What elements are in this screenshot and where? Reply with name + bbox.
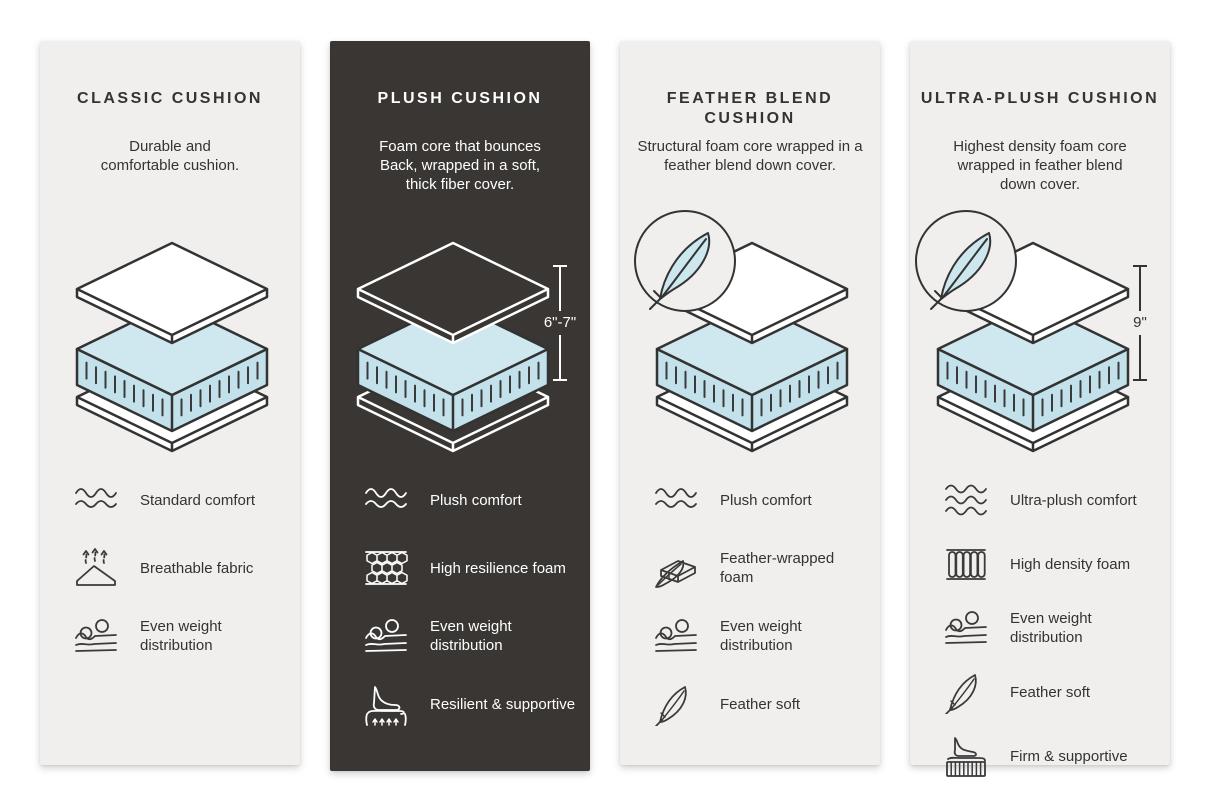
feature-high-resilience-foam bbox=[362, 546, 590, 590]
feature-resilient-supportive bbox=[362, 682, 590, 726]
feature-even-weight bbox=[652, 614, 880, 658]
measure-line bbox=[1139, 267, 1141, 311]
cushion-stack-icon bbox=[331, 209, 571, 455]
cushion-stack-icon bbox=[50, 209, 290, 455]
card-classic-cushion bbox=[40, 41, 300, 765]
feature-firm-supportive bbox=[942, 734, 1170, 778]
high-density-foam-icon bbox=[942, 542, 990, 586]
feature-label: Ultra-plush comfort bbox=[1010, 491, 1137, 509]
waves-icon bbox=[72, 478, 120, 522]
feature-feather-soft bbox=[652, 682, 880, 726]
feature-label: Plush comfort bbox=[430, 491, 522, 509]
feature-label: Resilient & supportive bbox=[430, 695, 576, 713]
feature-feather-wrapped-foam bbox=[652, 546, 880, 590]
feather-icon bbox=[652, 682, 700, 726]
breathable-icon bbox=[72, 546, 120, 590]
card-ultra-plush-cushion bbox=[910, 41, 1170, 765]
feature-even-weight bbox=[942, 606, 1170, 650]
height-measurement bbox=[1116, 265, 1164, 381]
feature-list bbox=[620, 478, 880, 726]
measure-cap-bottom bbox=[553, 379, 567, 381]
feature-list bbox=[40, 478, 300, 658]
feature-label: High resilience foam bbox=[430, 559, 566, 577]
cushion-layers-illustration bbox=[920, 209, 1160, 455]
feather-badge-icon bbox=[635, 211, 735, 311]
cushion-stack-icon bbox=[630, 209, 870, 455]
feature-even-weight bbox=[362, 614, 590, 658]
feature-label: Feather soft bbox=[720, 695, 801, 713]
feature-label: Breathable fabric bbox=[140, 559, 254, 577]
feature-label: Even weight distribution bbox=[140, 618, 222, 654]
feature-label: Feather-wrapped foam bbox=[720, 550, 835, 586]
honeycomb-icon bbox=[362, 546, 410, 590]
feature-plush-comfort bbox=[652, 478, 880, 522]
card-plush-cushion bbox=[330, 41, 590, 771]
measure-line bbox=[559, 267, 561, 311]
measure-label: 6"-7" bbox=[543, 314, 577, 331]
feature-label: Even weight distribution bbox=[430, 618, 512, 654]
card-description: Foam core that bounces Back, wrapped in a soft, thick fiber cover. bbox=[379, 138, 541, 193]
feature-label: High density foam bbox=[1010, 555, 1131, 573]
card-feather-blend-cushion bbox=[620, 41, 880, 765]
measure-line bbox=[1139, 335, 1141, 379]
even-weight-icon bbox=[72, 614, 120, 658]
waves-3-icon bbox=[942, 478, 990, 522]
card-description: Durable and comfortable cushion. bbox=[100, 138, 240, 174]
card-title: ULTRA-PLUSH CUSHION bbox=[920, 90, 1160, 107]
measure-label: 9" bbox=[1133, 314, 1147, 331]
feature-label: Feather soft bbox=[1010, 683, 1091, 701]
feature-label: Even weight distribution bbox=[720, 618, 802, 654]
card-title: PLUSH CUSHION bbox=[377, 90, 543, 107]
feature-label: Even weight distribution bbox=[1010, 610, 1092, 646]
feather-icon bbox=[942, 670, 990, 714]
card-title: FEATHER BLEND CUSHION bbox=[666, 90, 834, 127]
cushion-layers-illustration bbox=[340, 209, 580, 455]
feature-high-density-foam bbox=[942, 542, 1170, 586]
waves-icon bbox=[652, 478, 700, 522]
feature-feather-soft bbox=[942, 670, 1170, 714]
feature-label: Plush comfort bbox=[720, 491, 812, 509]
cushion-stack-icon bbox=[911, 209, 1151, 455]
feature-standard-comfort bbox=[72, 478, 300, 522]
waves-icon bbox=[362, 478, 410, 522]
feather-badge-icon bbox=[916, 211, 1016, 311]
card-description: Structural foam core wrapped in a feather blend down cover. bbox=[637, 138, 863, 174]
even-weight-icon bbox=[942, 606, 990, 650]
height-measurement bbox=[536, 265, 584, 381]
feature-label: Standard comfort bbox=[140, 491, 256, 509]
feature-label: Firm & supportive bbox=[1010, 747, 1128, 765]
measure-line bbox=[559, 335, 561, 379]
card-title: CLASSIC CUSHION bbox=[77, 90, 263, 107]
even-weight-icon bbox=[362, 614, 410, 658]
feature-plush-comfort bbox=[362, 478, 590, 522]
feature-list bbox=[910, 478, 1170, 778]
feature-breathable-fabric bbox=[72, 546, 300, 590]
card-description: Highest density foam core wrapped in feather blend down cover. bbox=[953, 138, 1127, 193]
resilient-supportive-icon bbox=[362, 682, 410, 726]
cushion-layers-illustration bbox=[630, 209, 870, 455]
firm-supportive-icon bbox=[942, 734, 990, 778]
feature-ultra-plush-comfort bbox=[942, 478, 1170, 522]
cushion-layers-illustration bbox=[50, 209, 290, 455]
even-weight-icon bbox=[652, 614, 700, 658]
feature-even-weight bbox=[72, 614, 300, 658]
feature-list bbox=[330, 478, 590, 726]
measure-cap-bottom bbox=[1133, 379, 1147, 381]
feather-foam-icon bbox=[652, 546, 700, 590]
